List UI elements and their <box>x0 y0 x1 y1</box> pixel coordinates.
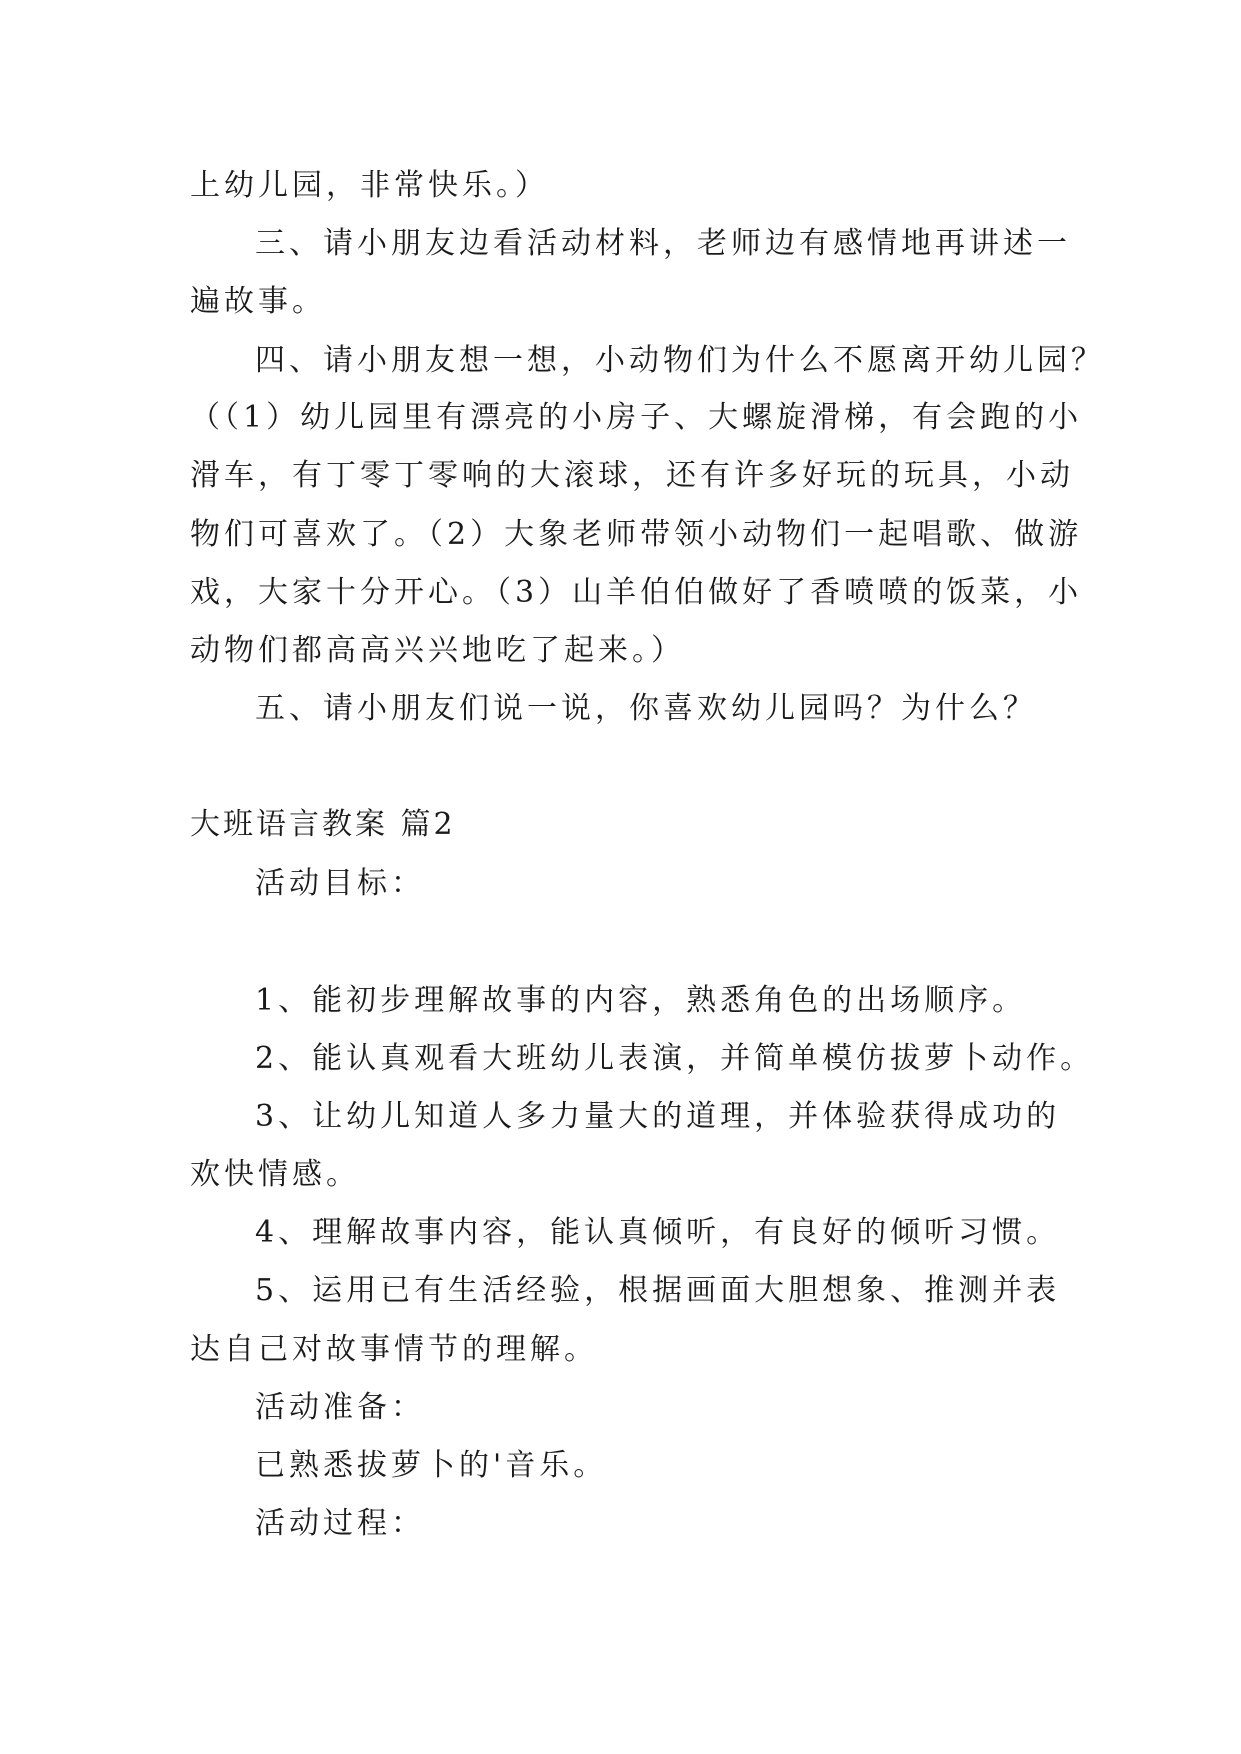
list-item: 3、让幼儿知道人多力量大的道理，并体验获得成功的 <box>255 1099 1061 1134</box>
paragraph-line: 上幼儿园，非常快乐。） <box>190 168 549 203</box>
paragraph-line: （（1）幼儿园里有漂亮的小房子、大螺旋滑梯，有会跑的小 <box>190 400 1083 435</box>
paragraph-line: 遍故事。 <box>190 284 326 319</box>
subheading-preparation: 活动准备： <box>255 1390 425 1425</box>
subheading-objectives: 活动目标： <box>255 866 425 901</box>
list-item-continuation: 达自己对故事情节的理解。 <box>190 1332 598 1367</box>
paragraph-line: 已熟悉拔萝卜的'音乐。 <box>255 1448 608 1483</box>
subheading-process: 活动过程： <box>255 1506 425 1541</box>
list-item-continuation: 欢快情感。 <box>190 1157 360 1192</box>
section-heading: 大班语言教案 篇2 <box>190 807 456 842</box>
paragraph-line: 五、请小朋友们说一说，你喜欢幼儿园吗？为什么？ <box>255 691 1037 726</box>
paragraph-line: 滑车，有丁零丁零响的大滚球，还有许多好玩的玩具，小动 <box>190 458 1074 493</box>
list-item: 1、能初步理解故事的内容，熟悉角色的出场顺序。 <box>255 983 1027 1018</box>
paragraph-line: 四、请小朋友想一想，小动物们为什么不愿离开幼儿园？ <box>255 343 1105 378</box>
paragraph-line: 三、请小朋友边看活动材料，老师边有感情地再讲述一 <box>255 226 1071 261</box>
list-item: 2、能认真观看大班幼儿表演，并简单模仿拔萝卜动作。 <box>255 1041 1095 1076</box>
list-item: 4、理解故事内容，能认真倾听，有良好的倾听习惯。 <box>255 1215 1061 1250</box>
paragraph-line: 动物们都高高兴兴地吃了起来。） <box>190 633 685 668</box>
paragraph-line: 物们可喜欢了。（2）大象老师带领小动物们一起唱歌、做游 <box>190 517 1083 552</box>
paragraph-line: 戏，大家十分开心。（3）山羊伯伯做好了香喷喷的饭菜，小 <box>190 575 1083 610</box>
list-item: 5、运用已有生活经验，根据画面大胆想象、推测并表 <box>255 1273 1061 1308</box>
